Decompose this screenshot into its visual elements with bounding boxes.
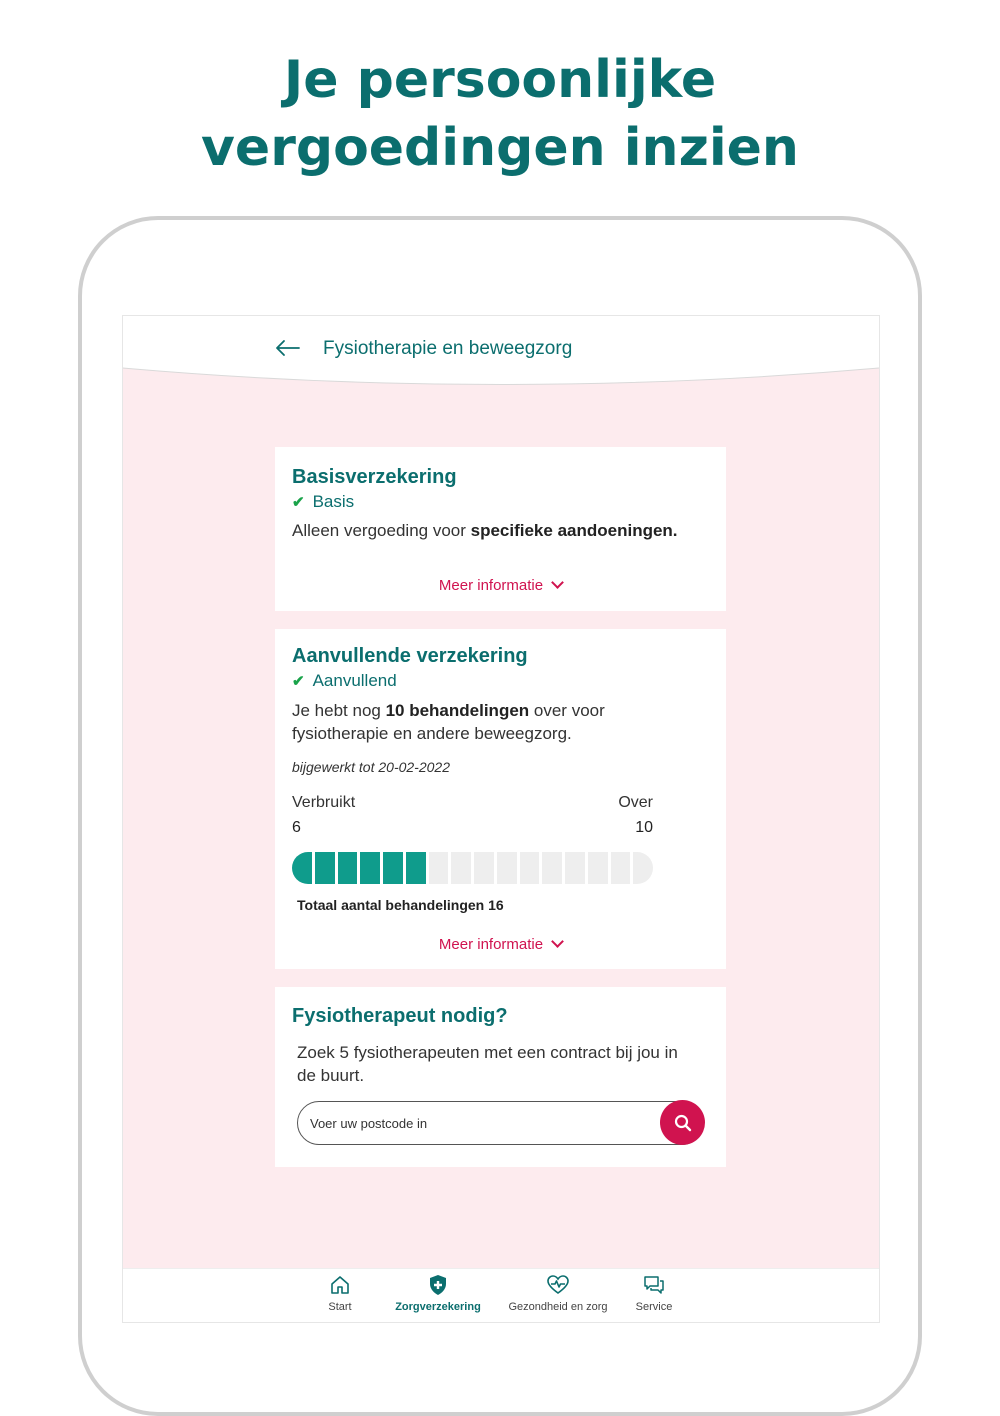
description-bold: 10 behandelingen: [385, 701, 530, 720]
progress-segment-remaining: [588, 852, 608, 884]
progress-segment-remaining: [429, 852, 449, 884]
shield-plus-icon: [426, 1273, 450, 1297]
progress-segment-remaining: [520, 852, 540, 884]
check-icon: ✔: [292, 673, 305, 690]
progress-segment-remaining: [474, 852, 494, 884]
more-info-label: Meer informatie: [438, 936, 544, 953]
coverage-badge: [292, 492, 354, 512]
tab-label: Gezondheid en zorg: [508, 1301, 608, 1313]
tab-service[interactable]: [631, 1273, 677, 1313]
headline-line-1: Je persoonlijke: [283, 50, 717, 110]
tab-label: Start: [328, 1301, 352, 1313]
basic-insurance-card: [275, 447, 726, 611]
badge-label: Basis: [312, 492, 355, 511]
card-title: Fysiotherapeut nodig?: [292, 1005, 508, 1027]
updated-date: bijgewerkt tot 20-02-2022: [292, 759, 450, 775]
remaining-value: 10: [635, 819, 653, 836]
treatments-progress-bar: [292, 852, 653, 884]
description-text-end: over voor fysiotherapie en andere beweegzorg.: [292, 701, 605, 743]
progress-segment-used: [360, 852, 380, 884]
find-physio-card: [275, 987, 726, 1167]
progress-segment-remaining: [497, 852, 517, 884]
additional-insurance-card: [275, 629, 726, 969]
card-description: [292, 519, 702, 542]
progress-segment-remaining: [633, 852, 653, 884]
progress-segment-used: [292, 852, 312, 884]
more-info-link[interactable]: [275, 936, 726, 953]
progress-segment-used: [315, 852, 335, 884]
more-info-link[interactable]: [275, 577, 726, 594]
progress-segment-used: [383, 852, 403, 884]
page-headline: [0, 46, 1000, 182]
used-value: 6: [292, 819, 301, 836]
total-treatments: Totaal aantal behandelingen 16: [297, 897, 504, 913]
chevron-down-icon: [551, 935, 564, 948]
postcode-input[interactable]: [310, 1112, 650, 1134]
headline-line-2: vergoedingen inzien: [201, 118, 799, 178]
search-button[interactable]: [660, 1100, 705, 1145]
progress-segment-remaining: [611, 852, 631, 884]
header-title: Fysiotherapie en beweegzorg: [323, 338, 573, 359]
heart-pulse-icon: [546, 1273, 570, 1297]
card-title: Basisverzekering: [292, 466, 457, 488]
description-text: Je hebt nog: [292, 701, 386, 720]
chat-bubbles-icon: [642, 1273, 666, 1297]
tab-start[interactable]: [315, 1273, 365, 1313]
home-icon: [328, 1273, 352, 1297]
used-label: Verbruikt: [292, 794, 356, 811]
badge-label: Aanvullend: [312, 671, 397, 690]
bottom-tab-bar: [123, 1268, 879, 1322]
app-header: [123, 316, 879, 388]
card-description: [292, 699, 702, 745]
chevron-down-icon: [551, 576, 564, 589]
progress-segment-used: [338, 852, 358, 884]
tab-label: Service: [635, 1301, 673, 1313]
tab-gezondheid[interactable]: [503, 1273, 613, 1313]
card-title: Aanvullende verzekering: [292, 645, 528, 667]
search-icon: [674, 1114, 692, 1132]
description-bold: specifieke aandoeningen.: [470, 521, 678, 540]
postcode-search: [297, 1101, 704, 1145]
card-description: Zoek 5 fysiotherapeuten met een contract bij jou in de buurt.: [297, 1043, 678, 1085]
tab-label: Zorgverzekering: [395, 1301, 481, 1313]
arrow-left-icon[interactable]: [273, 336, 301, 360]
app-screen: [123, 316, 879, 1322]
progress-segment-remaining: [565, 852, 585, 884]
more-info-label: Meer informatie: [438, 577, 544, 594]
progress-segment-remaining: [542, 852, 562, 884]
tab-zorgverzekering[interactable]: [393, 1273, 483, 1313]
progress-segment-used: [406, 852, 426, 884]
remaining-label: Over: [618, 794, 653, 811]
check-icon: ✔: [292, 494, 305, 511]
progress-segment-remaining: [451, 852, 471, 884]
description-text: Alleen vergoeding voor: [292, 521, 471, 540]
coverage-badge: [292, 671, 397, 691]
